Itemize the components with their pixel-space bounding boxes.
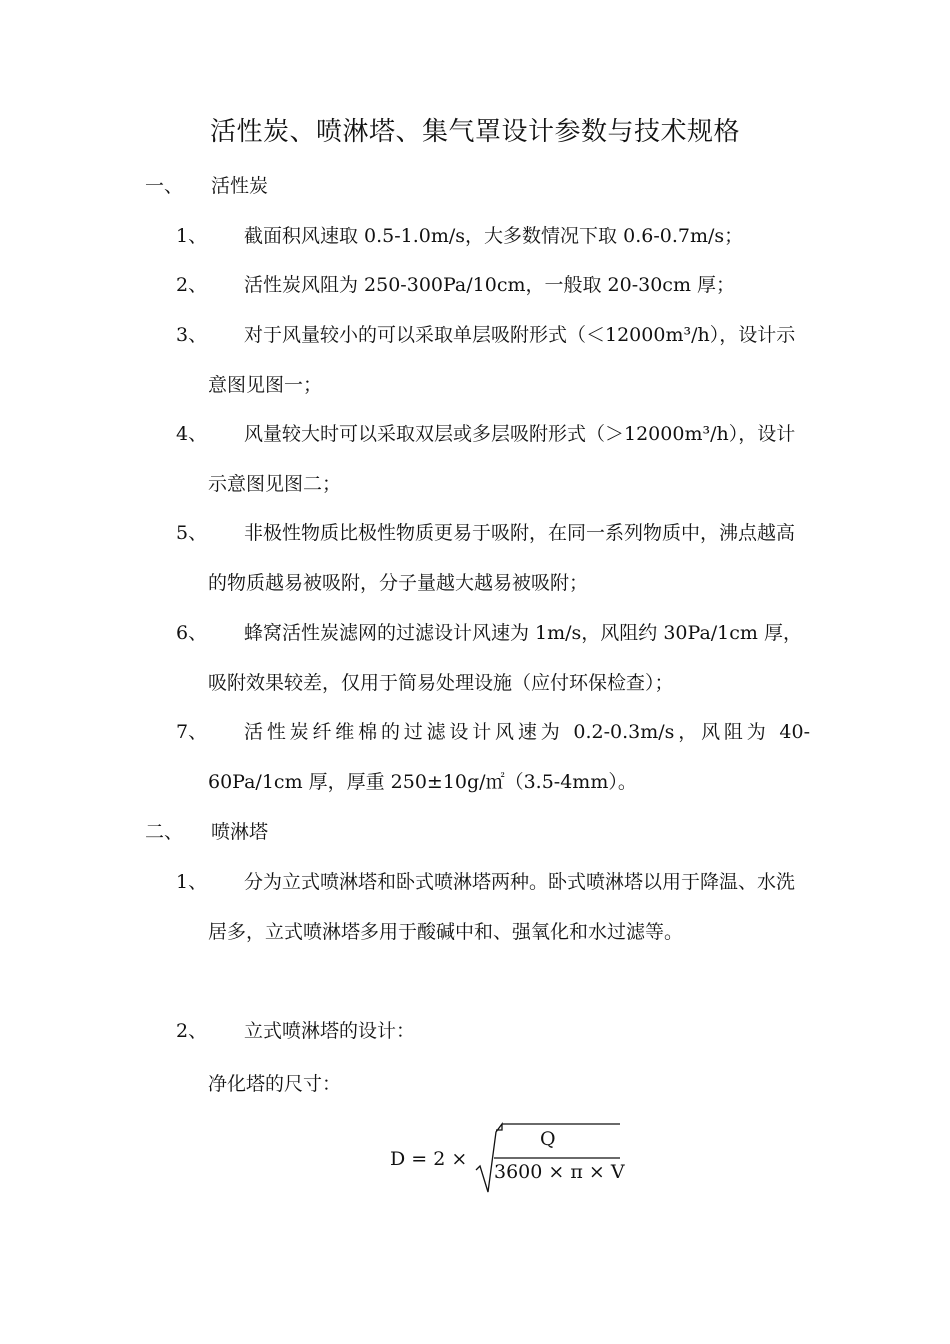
section-heading-spray-tower [145,817,268,847]
item-text: 对于风量较小的可以采取单层吸附形式（＜12000m³/h），设计示意图见图一； [208,324,796,396]
item-number: 2、 [176,274,208,296]
item-number: 7、 [176,721,208,743]
item-text: 立式喷淋塔的设计： [244,1020,416,1042]
list-item [176,707,810,807]
section-heading-activated-carbon [145,171,268,201]
list-item [176,310,810,410]
item-number: 3、 [176,324,208,346]
list-item [176,409,810,509]
item-text: 风量较大时可以采取双层或多层吸附形式（＞12000m³/h），设计示意图见图二； [208,423,796,495]
formula-denominator: 3600 × π × V [494,1161,625,1183]
section-title: 喷淋塔 [211,821,269,843]
list-item [176,857,810,957]
item-text: 非极性物质比极性物质更易于吸附，在同一系列物质中，沸点越高的物质越易被吸附，分子量越大越易被吸附； [208,522,796,594]
item-number: 1、 [176,871,208,893]
list-item [176,260,810,310]
item-text: 活性炭纤维棉的过滤设计风速为 0.2-0.3m/s，风阻为 40-60Pa/1cm 厚，厚重 250±10g/㎡（3.5-4mm）。 [208,721,810,793]
item-number: 1、 [176,225,208,247]
list-item [176,211,810,261]
item-text: 分为立式喷淋塔和卧式喷淋塔两种。卧式喷淋塔以用于降温、水洗居多，立式喷淋塔多用于酸碱中和、强氧化和水过滤等。 [208,871,796,943]
item-number: 5、 [176,522,208,544]
paragraph-tower-size: 净化塔的尺寸： [208,1073,342,1095]
section-title: 活性炭 [211,175,269,197]
item-text: 活性炭风阻为 250-300Pa/10cm，一般取 20-30cm 厚； [244,274,735,296]
section-number: 一、 [145,175,184,197]
list-item [176,1006,810,1056]
document-title: 活性炭、喷淋塔、集气罩设计参数与技术规格 [209,117,740,147]
formula-lhs: D = 2 × [390,1148,468,1170]
item-text: 截面积风速取 0.5-1.0m/s，大多数情况下取 0.6-0.7m/s； [244,225,744,247]
item-number: 4、 [176,423,208,445]
list-item [176,508,810,608]
formula-numerator: Q [540,1128,556,1150]
item-text: 蜂窝活性炭滤网的过滤设计风速为 1m/s，风阻约 30Pa/1cm 厚，吸附效果较差，仅用于简易处理设施（应付环保检查）； [208,622,802,694]
section-number: 二、 [145,821,184,843]
item-number: 6、 [176,622,208,644]
item-number: 2、 [176,1020,208,1042]
list-item [176,608,810,708]
